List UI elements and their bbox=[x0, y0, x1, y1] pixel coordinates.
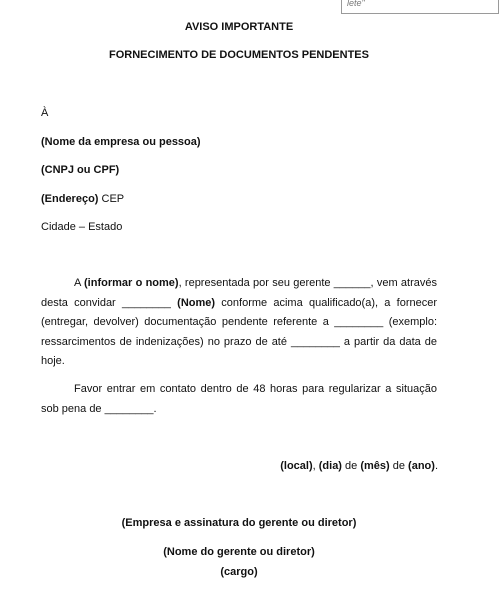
p2-text: Favor entrar em contato dentro de 48 horas para regularizar a situação sob pena de ________. bbox=[41, 383, 437, 415]
date-de-2: de bbox=[389, 460, 409, 472]
date-month: (mês) bbox=[360, 460, 390, 472]
address-label: (Endereço) bbox=[41, 193, 99, 205]
date-period: . bbox=[434, 460, 438, 472]
p1-text-1: A bbox=[74, 277, 85, 289]
signature-position: (cargo) bbox=[220, 566, 258, 578]
date-de-1: de bbox=[341, 460, 361, 472]
salutation: À bbox=[41, 107, 49, 119]
recipient-city-state: Cidade – Estado bbox=[41, 221, 123, 233]
date-year: (ano) bbox=[408, 460, 435, 472]
document-title: AVISO IMPORTANTE bbox=[184, 21, 294, 33]
signature-company-line: (Empresa e assinatura do gerente ou diretor) bbox=[121, 517, 357, 529]
p1-company-name: (informar o nome) bbox=[84, 277, 179, 289]
body-paragraph-2 bbox=[41, 380, 437, 419]
address-cep: CEP bbox=[98, 193, 125, 205]
document-subtitle: FORNECIMENTO DE DOCUMENTOS PENDENTES bbox=[109, 49, 369, 61]
date-line bbox=[280, 460, 438, 472]
p1-person-name: (Nome) bbox=[177, 296, 216, 309]
body-paragraph-1 bbox=[41, 274, 437, 372]
top-note-text: lete" bbox=[347, 0, 365, 8]
date-sep: , bbox=[312, 460, 319, 472]
recipient-address bbox=[41, 193, 124, 205]
date-day: (dia) bbox=[318, 460, 342, 472]
top-right-text-box bbox=[341, 0, 499, 14]
signature-manager-name: (Nome do gerente ou diretor) bbox=[163, 546, 315, 558]
date-local: (local) bbox=[280, 460, 313, 472]
recipient-tax-id: (CNPJ ou CPF) bbox=[41, 164, 120, 176]
recipient-name: (Nome da empresa ou pessoa) bbox=[41, 136, 201, 148]
p1-text-3: conforme acima qualificado(a), a fornecer (entregar, devolver) documentação pendente referente a ________ (exemplo: ressarcimentos de indenizações) no prazo de até ________ a partir da data de hoje. bbox=[41, 296, 437, 367]
p1-text-2: , representada por seu gerente ______, vem através desta convidar ________ bbox=[41, 277, 437, 309]
